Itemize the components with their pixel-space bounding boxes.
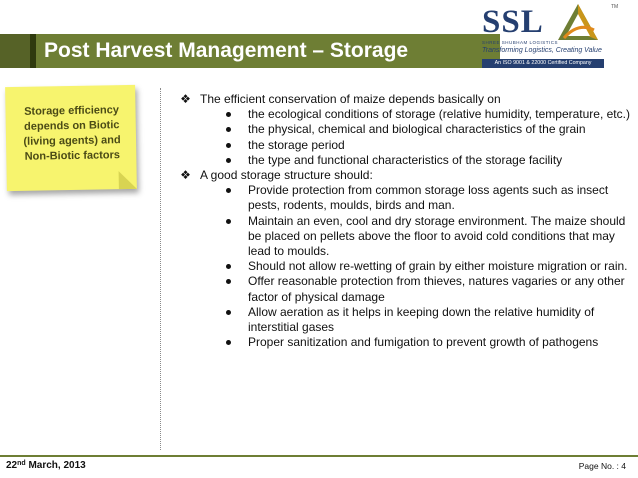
sub-bullet-text: Should not allow re-wetting of grain by either moisture migration or rain. [248, 259, 628, 274]
logo-company-name: SHREE SHUBHAM LOGISTICS [482, 40, 559, 45]
logo-wordmark: SSL [482, 4, 544, 40]
sub-bullet-text: Proper sanitization and fumigation to prevent growth of pathogens [248, 335, 599, 350]
sub-bullet-text: the ecological conditions of storage (relative humidity, temperature, etc.) [248, 107, 630, 122]
footer-divider [0, 455, 638, 457]
content-area [170, 92, 630, 350]
sub-bullet-item [170, 153, 630, 168]
bullet-item [170, 92, 630, 168]
content-divider [160, 88, 161, 450]
sub-bullet-item [170, 259, 630, 274]
header-band-accent [0, 34, 30, 68]
dot-bullet-icon [226, 219, 231, 224]
bullet-text: The efficient conservation of maize depends basically on [200, 92, 501, 106]
sub-bullet-item [170, 274, 630, 304]
sub-bullet-item [170, 107, 630, 122]
dot-bullet-icon [226, 143, 231, 148]
sub-bullet-text: the storage period [248, 137, 345, 152]
sub-bullet-item [170, 183, 630, 213]
dot-bullet-icon [226, 310, 231, 315]
page-number: Page No. : 4 [578, 461, 626, 471]
sticky-note-line: Non-Biotic factors [24, 149, 121, 163]
sticky-note-line: depends on Biotic [24, 119, 120, 133]
sub-bullet-item [170, 138, 630, 153]
sub-bullet-item [170, 305, 630, 335]
sub-bullet-item [170, 335, 630, 350]
sub-bullet-item [170, 214, 630, 260]
sub-bullet-list [200, 183, 630, 350]
sub-bullet-text: the physical, chemical and biological characteristics of the grain [248, 122, 586, 137]
diamond-bullet-icon: ❖ [180, 168, 191, 183]
sub-bullet-text: Allow aeration as it helps in keeping down the relative humidity of interstitial gases [248, 304, 595, 335]
diamond-bullet-icon: ❖ [180, 92, 191, 106]
sticky-note [5, 85, 137, 191]
sub-bullet-text: Offer reasonable protection from thieves, natures vagaries or any other factor of physical damage [248, 274, 625, 304]
footer-date-suffix: nd [17, 460, 26, 467]
sticky-note-text [15, 103, 128, 165]
dot-bullet-icon [226, 158, 231, 163]
sub-bullet-text: Provide protection from common storage loss agents such as insect pests, rodents, moulds, birds and man. [248, 183, 609, 213]
bullet-item [170, 168, 630, 350]
footer-date [6, 460, 86, 471]
bullet-text: A good storage structure should: [200, 168, 373, 183]
footer-date-rest: March, 2013 [25, 460, 86, 471]
sub-bullet-list [200, 107, 630, 168]
bullet-list [170, 92, 630, 350]
company-logo [478, 2, 628, 78]
logo-tagline: Transforming Logistics, Creating Value [482, 47, 602, 54]
sticky-note-line: (living agents) and [23, 134, 121, 148]
header-band-stripe [30, 34, 36, 68]
sub-bullet-text: Maintain an even, cool and dry storage environment. The maize should be placed on pellets above the floor to avoid cold conditions that may lead to moulds. [248, 213, 626, 259]
logo-certification: An ISO 9001 & 22000 Certified Company [482, 59, 604, 68]
sticky-note-line: Storage efficiency [24, 104, 120, 118]
sub-bullet-item [170, 122, 630, 137]
footer-date-day: 22 [6, 460, 18, 471]
logo-trademark: TM [611, 4, 619, 10]
logo-triangle-icon [556, 2, 600, 42]
sub-bullet-text: the type and functional characteristics of the storage facility [248, 152, 563, 167]
slide-title: Post Harvest Management – Storage [44, 39, 409, 62]
sticky-note-fold [119, 171, 137, 189]
